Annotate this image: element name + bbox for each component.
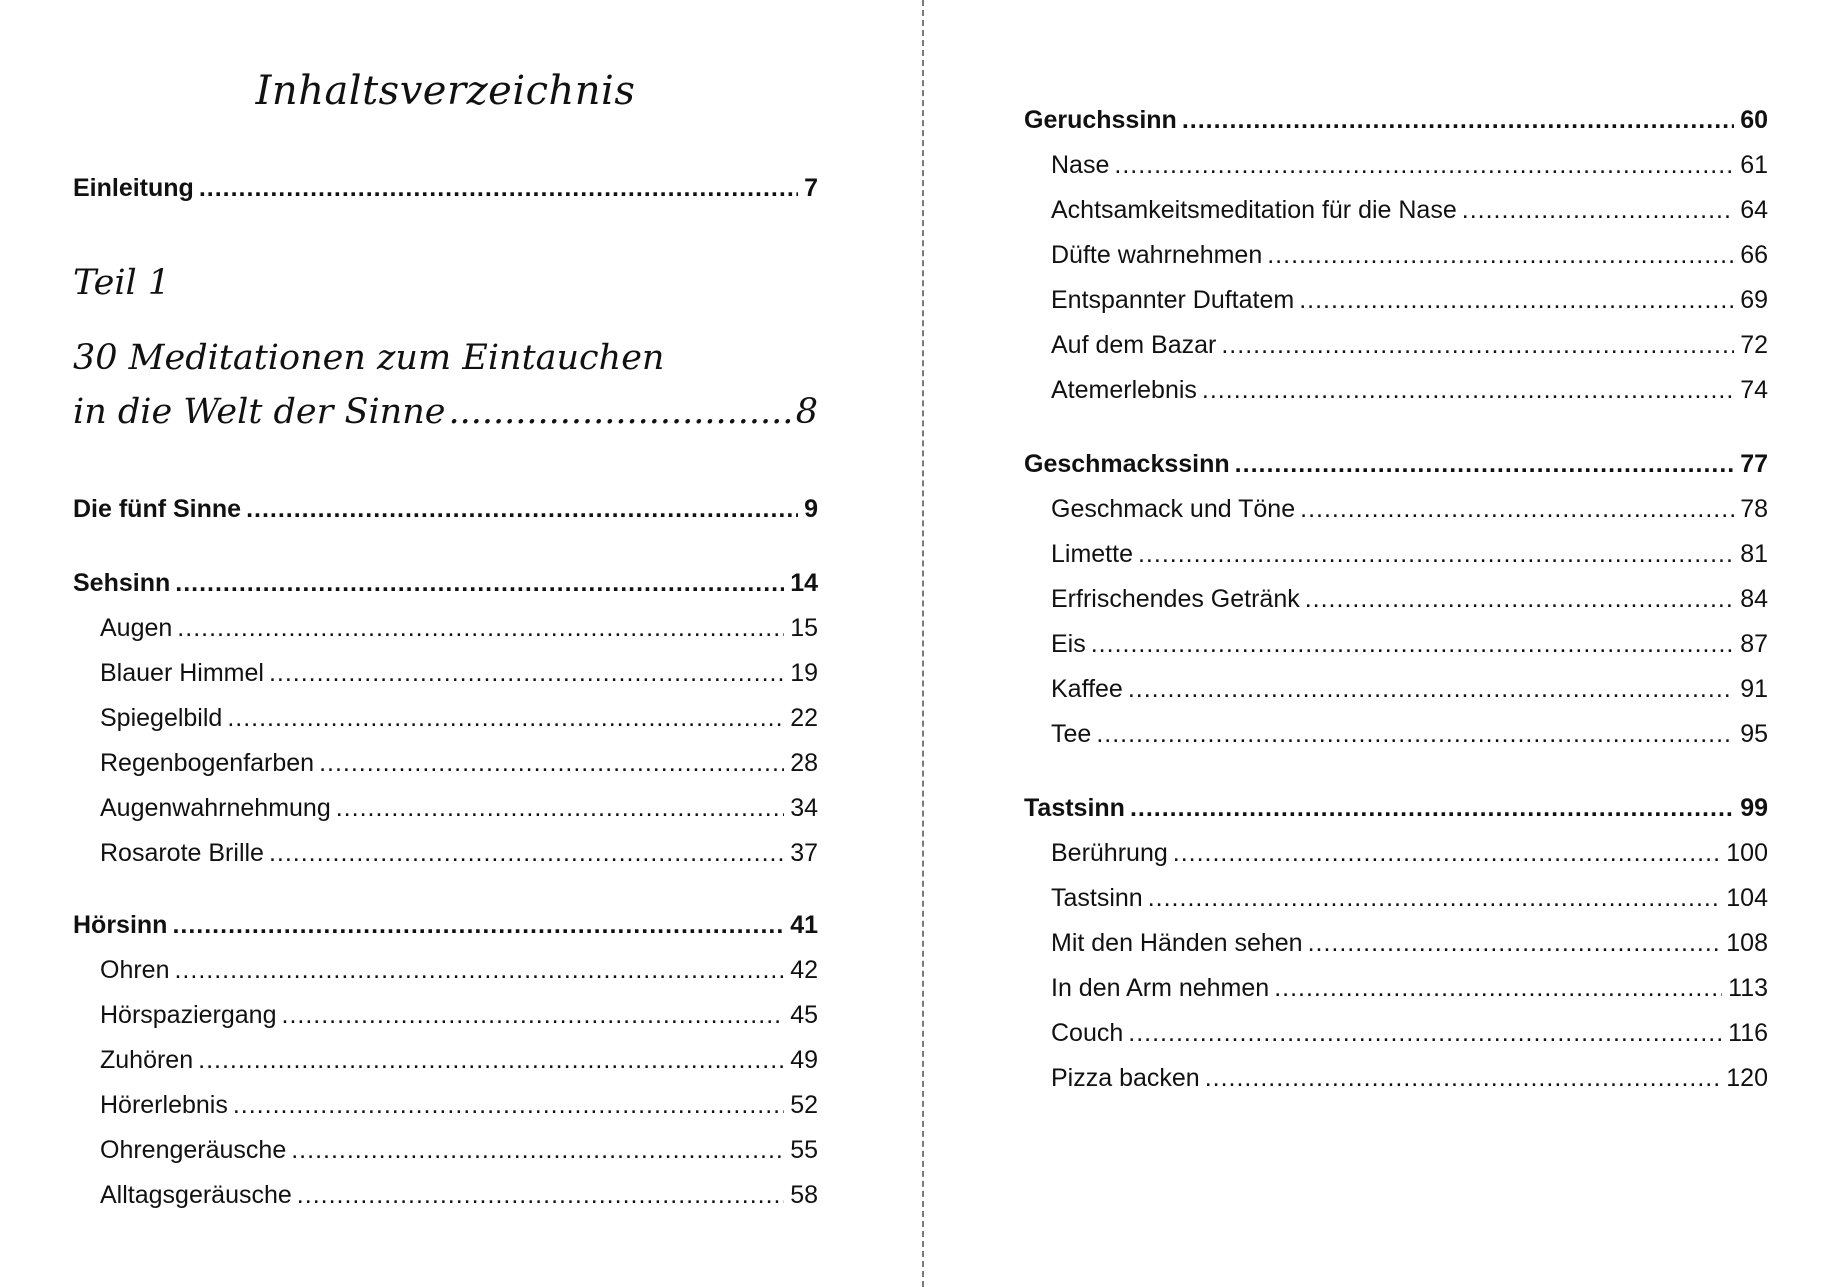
toc-entry[interactable] (1024, 675, 1768, 709)
entry-label: Tee (1051, 720, 1092, 748)
toc-entry[interactable] (73, 956, 818, 990)
toc-title: Inhaltsverzeichnis (255, 68, 636, 114)
entry-label: Geruchssinn (1024, 106, 1177, 134)
toc-entry-die-fuenf-sinne[interactable] (73, 495, 818, 529)
entry-label: Tastsinn (1024, 794, 1125, 822)
entry-page-number: 72 (1740, 331, 1768, 359)
toc-entry-sehsinn[interactable] (73, 569, 818, 603)
entry-page-number: 81 (1740, 540, 1768, 568)
toc-entry[interactable] (73, 614, 818, 648)
dot-leader (1096, 720, 1734, 749)
dot-leader (1114, 151, 1734, 180)
dot-leader (1299, 286, 1734, 315)
toc-entry[interactable] (1024, 241, 1768, 275)
entry-page-number: 78 (1740, 495, 1768, 523)
toc-entry[interactable] (73, 749, 818, 783)
entry-page-number: 69 (1740, 286, 1768, 314)
dot-leader (1235, 450, 1735, 479)
entry-label: in die Welt der Sinne (73, 392, 446, 432)
toc-entry[interactable] (1024, 884, 1768, 918)
toc-entry[interactable] (1024, 286, 1768, 320)
entry-page-number: 99 (1740, 794, 1768, 822)
toc-entry[interactable] (1024, 540, 1768, 574)
part-heading: Teil 1 (73, 263, 171, 303)
entry-label: Tastsinn (1051, 884, 1143, 912)
entry-page-number: 113 (1728, 974, 1768, 1002)
entry-label: Alltagsgeräusche (100, 1181, 292, 1209)
entry-label: Pizza backen (1051, 1064, 1200, 1092)
toc-entry[interactable] (1024, 974, 1768, 1008)
dot-leader (297, 1181, 784, 1210)
toc-entry[interactable] (73, 704, 818, 738)
entry-label: Rosarote Brille (100, 839, 264, 867)
entry-page-number: 64 (1740, 196, 1768, 224)
toc-entry[interactable] (73, 659, 818, 693)
entry-page-number: 8 (795, 392, 818, 432)
entry-label: Limette (1051, 540, 1133, 568)
dot-leader (1274, 974, 1722, 1003)
dot-leader (233, 1091, 784, 1120)
entry-page-number: 87 (1740, 630, 1768, 658)
entry-page-number: 15 (790, 614, 818, 642)
entry-page-number: 41 (790, 911, 818, 939)
entry-page-number: 116 (1728, 1019, 1768, 1047)
toc-entry[interactable] (1024, 630, 1768, 664)
entry-label: Zuhören (100, 1046, 194, 1074)
entry-page-number: 49 (790, 1046, 818, 1074)
toc-entry[interactable] (1024, 585, 1768, 619)
entry-label: Atemerlebnis (1051, 376, 1197, 404)
entry-label: Blauer Himmel (100, 659, 264, 687)
dot-leader (1267, 241, 1734, 270)
dot-leader (282, 1001, 785, 1030)
dot-leader (269, 839, 784, 868)
entry-page-number: 77 (1740, 450, 1768, 478)
left-page (73, 0, 818, 1287)
entry-label: Erfrischendes Getränk (1051, 585, 1300, 613)
entry-label: Achtsamkeitsmeditation für die Nase (1051, 196, 1457, 224)
entry-page-number: 28 (790, 749, 818, 777)
entry-page-number: 60 (1740, 106, 1768, 134)
entry-label: Spiegelbild (100, 704, 223, 732)
dot-leader (199, 174, 798, 203)
toc-entry[interactable] (1024, 151, 1768, 185)
dot-leader (1138, 540, 1734, 569)
toc-entry[interactable] (1024, 495, 1768, 529)
toc-entry-geruchssinn[interactable] (1024, 106, 1768, 140)
dot-leader (172, 911, 784, 940)
entry-page-number: 74 (1740, 376, 1768, 404)
entry-page-number: 19 (790, 659, 818, 687)
dot-leader (1462, 196, 1734, 225)
entry-page-number: 108 (1726, 929, 1768, 957)
toc-entry-part-1[interactable] (73, 392, 818, 438)
entry-page-number: 100 (1726, 839, 1768, 867)
entry-label: Eis (1051, 630, 1086, 658)
entry-page-number: 52 (790, 1091, 818, 1119)
dot-leader (174, 956, 784, 985)
toc-entry[interactable] (1024, 331, 1768, 365)
toc-entry[interactable] (73, 1091, 818, 1125)
page-divider (922, 0, 924, 1287)
dot-leader (246, 495, 798, 524)
dot-leader (1128, 1019, 1722, 1048)
dot-leader (1091, 630, 1734, 659)
entry-label: Hörsinn (73, 911, 168, 939)
entry-page-number: 37 (790, 839, 818, 867)
toc-entry[interactable] (1024, 376, 1768, 410)
dot-leader (1300, 495, 1734, 524)
entry-page-number: 104 (1726, 884, 1768, 912)
dot-leader (291, 1136, 784, 1165)
toc-entry[interactable] (73, 1046, 818, 1080)
entry-page-number: 58 (790, 1181, 818, 1209)
dot-leader (227, 704, 784, 733)
entry-label: Hörerlebnis (100, 1091, 228, 1119)
entry-label: Ohren (100, 956, 170, 984)
entry-page-number: 61 (1740, 151, 1768, 179)
entry-label: Couch (1051, 1019, 1124, 1047)
entry-label: Ohrengeräusche (100, 1136, 287, 1164)
dot-leader (1305, 585, 1734, 614)
dot-leader (448, 392, 793, 432)
dot-leader (175, 569, 784, 598)
entry-label: Einleitung (73, 174, 194, 202)
dot-leader (1221, 331, 1734, 360)
dot-leader (1148, 884, 1721, 913)
dot-leader (319, 749, 784, 778)
dot-leader (198, 1046, 784, 1075)
dot-leader (1173, 839, 1721, 868)
entry-label: Geschmackssinn (1024, 450, 1230, 478)
entry-label: Geschmack und Töne (1051, 495, 1296, 523)
toc-entry[interactable] (73, 1181, 818, 1215)
toc-entry-hoersinn[interactable] (73, 911, 818, 945)
entry-page-number: 84 (1740, 585, 1768, 613)
dot-leader (1182, 106, 1734, 135)
entry-label: Düfte wahrnehmen (1051, 241, 1263, 269)
entry-page-number: 120 (1726, 1064, 1768, 1092)
dot-leader (269, 659, 784, 688)
toc-entry[interactable] (73, 1001, 818, 1035)
entry-page-number: 55 (790, 1136, 818, 1164)
entry-page-number: 14 (790, 569, 818, 597)
dot-leader (1130, 794, 1734, 823)
entry-label: In den Arm nehmen (1051, 974, 1270, 1002)
toc-entry[interactable] (73, 839, 818, 873)
dot-leader (1308, 929, 1721, 958)
toc-entry-geschmackssinn[interactable] (1024, 450, 1768, 484)
toc-entry[interactable] (1024, 839, 1768, 873)
entry-page-number: 95 (1740, 720, 1768, 748)
entry-label: Entspannter Duftatem (1051, 286, 1295, 314)
toc-entry[interactable] (1024, 1064, 1768, 1098)
toc-entry[interactable] (1024, 720, 1768, 754)
entry-label: Sehsinn (73, 569, 171, 597)
entry-label: Hörspaziergang (100, 1001, 277, 1029)
dot-leader (177, 614, 784, 643)
dot-leader (336, 794, 784, 823)
entry-label: Mit den Händen sehen (1051, 929, 1303, 957)
entry-label: Die fünf Sinne (73, 495, 242, 523)
toc-entry[interactable] (1024, 929, 1768, 963)
entry-page-number: 9 (804, 495, 818, 523)
entry-page-number: 66 (1740, 241, 1768, 269)
entry-page-number: 34 (790, 794, 818, 822)
dot-leader (1205, 1064, 1721, 1093)
toc-entry[interactable] (1024, 1019, 1768, 1053)
toc-entry[interactable] (73, 794, 818, 828)
entry-page-number: 45 (790, 1001, 818, 1029)
entry-label: Kaffee (1051, 675, 1123, 703)
entry-page-number: 7 (804, 174, 818, 202)
toc-entry[interactable] (1024, 196, 1768, 230)
dot-leader (1128, 675, 1734, 704)
entry-label: Augenwahrnehmung (100, 794, 331, 822)
entry-label: Regenbogenfarben (100, 749, 315, 777)
toc-entry[interactable] (73, 1136, 818, 1170)
entry-page-number: 91 (1740, 675, 1768, 703)
entry-page-number: 22 (790, 704, 818, 732)
entry-label: Berührung (1051, 839, 1168, 867)
entry-label: Augen (100, 614, 173, 642)
entry-page-number: 42 (790, 956, 818, 984)
entry-label: Auf dem Bazar (1051, 331, 1217, 359)
part-subtitle: 30 Meditationen zum Eintauchen (73, 338, 665, 378)
toc-entry-tastsinn[interactable] (1024, 794, 1768, 828)
entry-label: Nase (1051, 151, 1110, 179)
toc-entry-einleitung[interactable] (73, 174, 818, 208)
dot-leader (1202, 376, 1734, 405)
right-page (1024, 0, 1768, 1287)
